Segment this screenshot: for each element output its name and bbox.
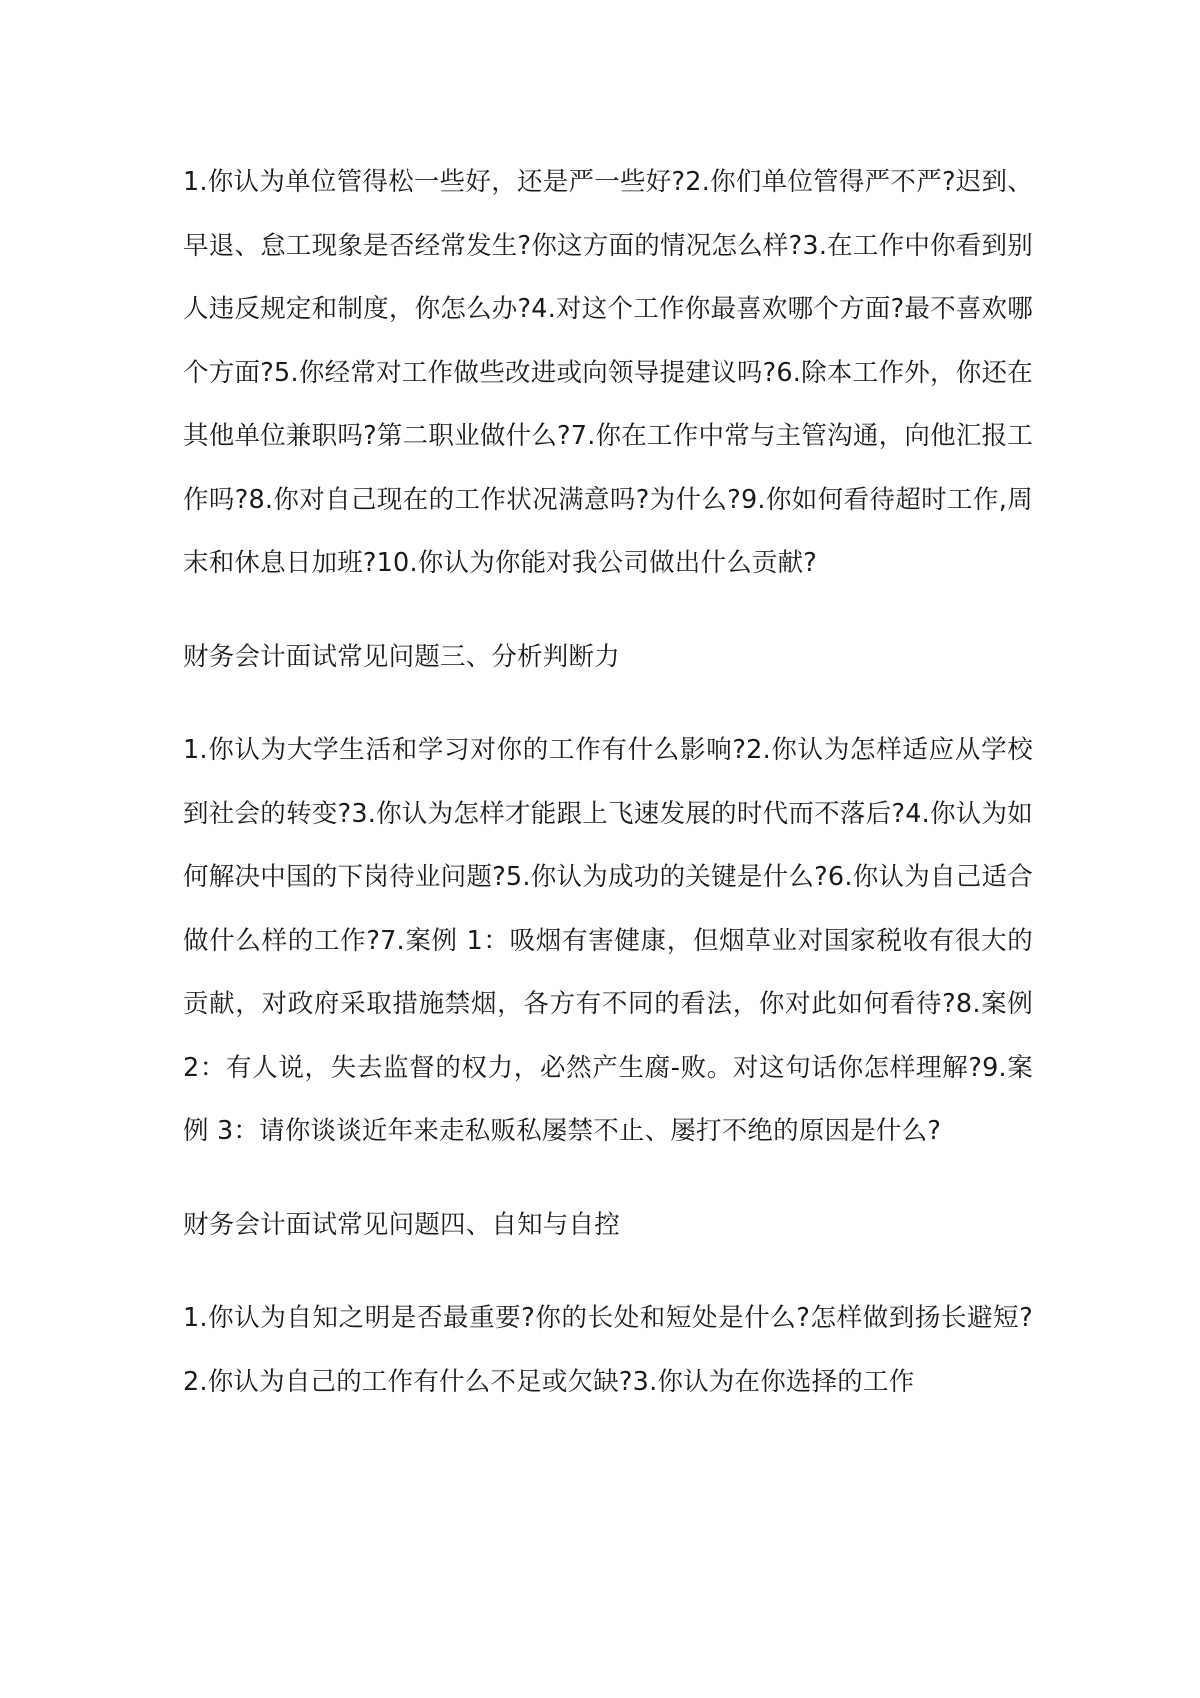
paragraph-spacer <box>183 1257 1033 1287</box>
section-heading-analysis: 财务会计面试常见问题三、分析判断力 <box>183 641 620 672</box>
paragraph-discipline-questions: 1.你认为单位管得松一些好，还是严一些好?2.你们单位管得严不严?迟到、早退、怠工现象是否经常发生?你这方面的情况怎么样?3.在工作中你看到别人违反规定和制度，你怎么办?4.对这个工作你最喜欢哪个方面?最不喜欢哪个方面?5.你经常对工作做些改进或向领导提建议吗?6.除本工作外，你还在其他单位兼职吗?第二职业做什么?7.你在工作中常与主管沟通，向他汇报工作吗?8.你对自己现在的工作状况满意吗?为什么?9.你如何看待超时工作,周末和休息日加班?10.你认为你能对我公司做出什么贡献? <box>183 167 1033 578</box>
paragraph-spacer <box>183 1164 1033 1194</box>
section-heading-self-awareness: 财务会计面试常见问题四、自知与自控 <box>183 1209 620 1240</box>
document-content <box>183 151 1033 1414</box>
paragraph-spacer <box>183 689 1033 719</box>
paragraph-spacer <box>183 596 1033 626</box>
paragraph-analysis-questions: 1.你认为大学生活和学习对你的工作有什么影响?2.你认为怎样适应从学校到社会的转变?3.你认为怎样才能跟上飞速发展的时代而不落后?4.你认为如何解决中国的下岗待业问题?5.你认为成功的关键是什么?6.你认为自己适合做什么样的工作?7.案例 1：吸烟有害健康，但烟草业对国家税收有很大的贡献，对政府采取措施禁烟，各方有不同的看法，你对此如何看待?8.案例 2：有人说，失去监督的权力，必然产生腐-败。对这句话你怎样理解?9.案例 3：请你谈谈近年来走私贩私屡禁不止、屡打不绝的原因是什么? <box>183 735 1033 1146</box>
paragraph-self-awareness-questions: 1.你认为自知之明是否最重要?你的长处和短处是什么?怎样做到扬长避短?2.你认为自己的工作有什么不足或欠缺?3.你认为在你选择的工作 <box>183 1303 1033 1397</box>
